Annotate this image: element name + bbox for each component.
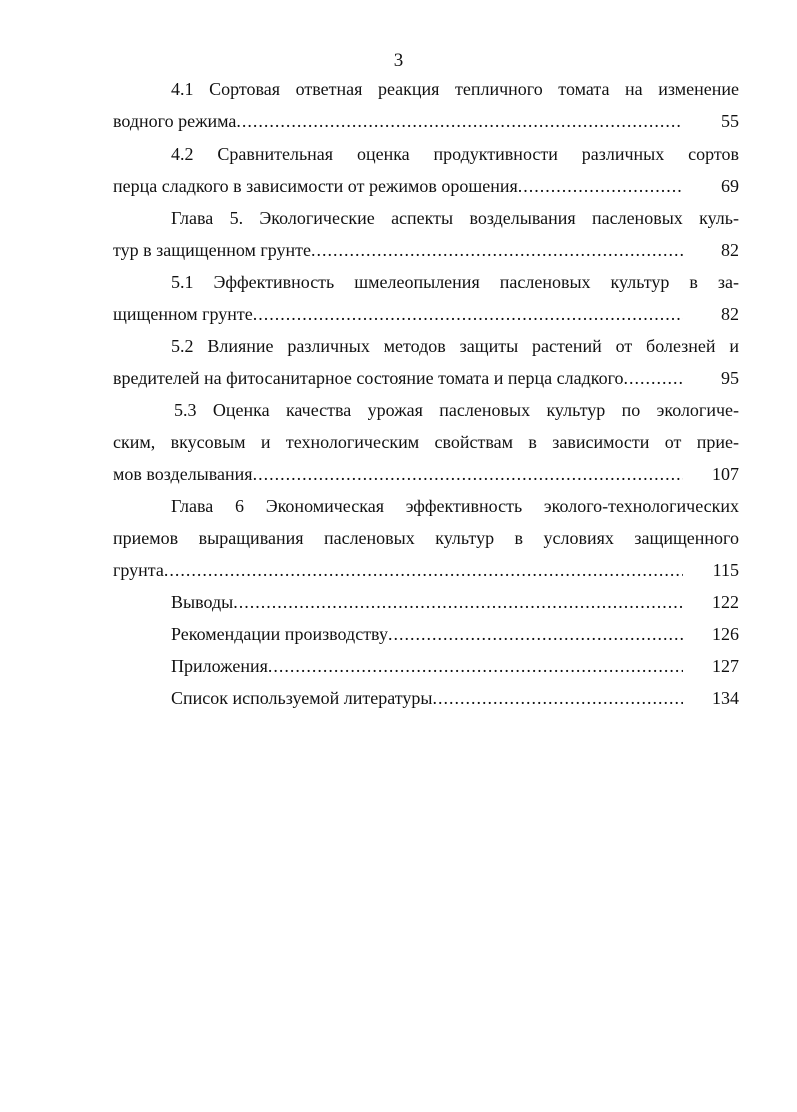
- toc-page-number: 126: [712, 624, 739, 644]
- toc-entry-bibliography: [171, 685, 739, 711]
- toc-entry-text: перца сладкого в зависимости от режимов орошения: [113, 176, 518, 196]
- toc-entry-text: Список используемой литературы: [171, 688, 433, 708]
- toc-entry-5-3-line-1: 5.3 Оценка качества урожая пасленовых культур по экологиче-: [174, 400, 739, 420]
- toc-entry-5-1-last-line: [113, 301, 739, 327]
- toc-entry-5-1-line-1: 5.1 Эффективность шмелеопыления пасленовых культур в за-: [171, 272, 739, 292]
- toc-page-number: 82: [721, 304, 739, 324]
- toc-page-number: 115: [712, 560, 739, 580]
- toc-entry-recommendations: [171, 621, 739, 647]
- toc-entry-text: водного режима: [113, 111, 237, 131]
- toc-entry-ch6-line-1: Глава 6 Экономическая эффективность эколого-технологических: [171, 496, 739, 516]
- toc-entry-text: щищенном грунте: [113, 304, 253, 324]
- toc-entry-5-2-last-line: [113, 365, 739, 391]
- toc-entry-ch5-last-line: [113, 237, 739, 263]
- toc-entry-4-2-line-1: 4.2 Сравнительная оценка продуктивности различных сортов: [171, 144, 739, 164]
- toc-entry-4-2-last-line: [113, 173, 739, 199]
- toc-page-number: 95: [721, 368, 739, 388]
- toc-page-number: 127: [712, 656, 739, 676]
- toc-page-number: 55: [721, 111, 739, 131]
- toc-entry-4-1-line-1: 4.1 Сортовая ответная реакция тепличного томата на изменение: [171, 79, 739, 99]
- dot-leader: [518, 173, 683, 199]
- page-number: 3: [393, 50, 404, 71]
- toc-entry-text: Приложения: [171, 656, 268, 676]
- toc-entry-text: тур в защищенном грунте: [113, 240, 312, 260]
- toc-entry-ch5-line-1: Глава 5. Экологические аспекты возделывания пасленовых куль-: [171, 208, 739, 228]
- toc-entry-text: вредителей на фитосанитарное состояние томата и перца сладкого: [113, 368, 624, 388]
- toc-page-number: 82: [721, 240, 739, 260]
- toc-entry-text: Рекомендации производству: [171, 624, 388, 644]
- toc-entry-5-3-line-2: ским, вкусовым и технологическим свойствам в зависимости от прие-: [113, 432, 739, 452]
- toc-page-number: 69: [721, 176, 739, 196]
- toc-entry-5-3-last-line: [113, 461, 739, 487]
- toc-entry-appendices: [171, 653, 739, 679]
- dot-leader: [624, 365, 683, 391]
- dot-leader: [268, 653, 683, 679]
- toc-entry-conclusions: [171, 589, 739, 615]
- toc-entry-5-2-line-1: 5.2 Влияние различных методов защиты растений от болезней и: [171, 336, 739, 356]
- toc-entry-text: Выводы: [171, 592, 234, 612]
- toc-entry-ch6-line-2: приемов выращивания пасленовых культур в условиях защищенного: [113, 528, 739, 548]
- dot-leader: [164, 557, 683, 583]
- toc-page-number: 134: [712, 688, 739, 708]
- toc-entry-text: мов возделывания: [113, 464, 253, 484]
- toc-page-number: 122: [712, 592, 739, 612]
- toc-page-number: 107: [712, 464, 739, 484]
- dot-leader: [311, 237, 683, 263]
- dot-leader: [253, 301, 683, 327]
- toc-entry-text: грунта: [113, 560, 164, 580]
- dot-leader: [233, 589, 683, 615]
- dot-leader: [236, 108, 683, 134]
- dot-leader: [253, 461, 683, 487]
- toc-entry-4-1-last-line: [113, 108, 739, 134]
- dot-leader: [432, 685, 683, 711]
- dot-leader: [388, 621, 683, 647]
- toc-entry-ch6-last-line: [113, 557, 739, 583]
